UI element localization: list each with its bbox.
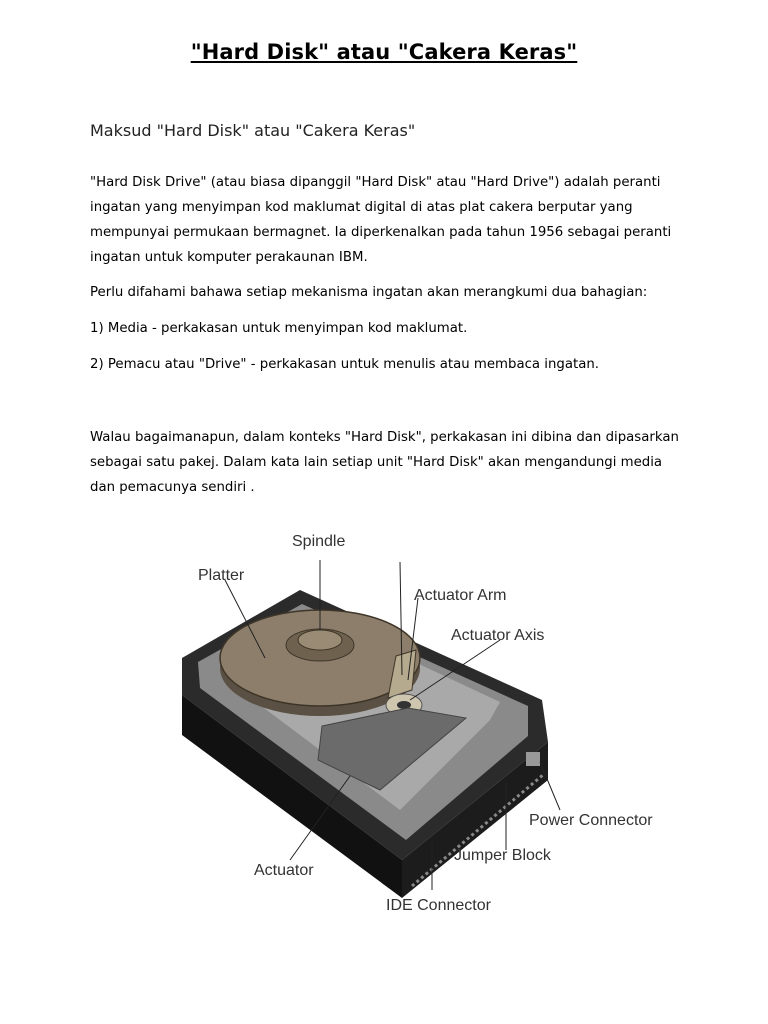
list-item-drive: 2) Pemacu atau "Drive" - perkakasan untuk menulis atau membaca ingatan. — [90, 357, 600, 372]
label-spindle: Spindle — [292, 533, 346, 550]
label-jumper-block: Jumper Block — [454, 847, 551, 864]
page-title: "Hard Disk" atau "Cakera Keras" — [190, 40, 578, 64]
label-power-connector: Power Connector — [529, 812, 653, 829]
paragraph-intro: "Hard Disk Drive" (atau biasa dipanggil "Hard Disk" atau "Hard Drive") adalah peranti ingatan yang menyimpan kod maklumat digital di atas plat cakera berputar yang mempunyai permukaan bermagnet. Ia diperkenalkan pada tahun 1956 sebagai peranti ingatan untuk komputer perakaunan IBM. — [90, 175, 672, 265]
label-actuator-arm: Actuator Arm — [414, 587, 507, 604]
list-item-media: 1) Media - perkakasan untuk menyimpan kod maklumat. — [90, 321, 468, 336]
label-actuator-axis: Actuator Axis — [451, 627, 545, 644]
power-connector-block — [526, 752, 540, 766]
label-platter: Platter — [198, 567, 245, 584]
label-ide-connector: IDE Connector — [386, 897, 491, 914]
hard-disk-diagram — [170, 530, 680, 930]
paragraph-parts: Perlu difahami bahawa setiap mekanisma ingatan akan merangkumi dua bahagian: — [90, 285, 648, 300]
spindle-cap — [298, 630, 342, 650]
label-actuator: Actuator — [254, 862, 314, 879]
section-heading: Maksud "Hard Disk" atau "Cakera Keras" — [90, 121, 416, 140]
paragraph-package: Walau bagaimanapun, dalam konteks "Hard Disk", perkakasan ini dibina dan dipasarkan sebagai satu pakej. Dalam kata lain setiap unit "Hard Disk" akan mengandungi media dan pemacunya sendiri . — [90, 430, 679, 495]
